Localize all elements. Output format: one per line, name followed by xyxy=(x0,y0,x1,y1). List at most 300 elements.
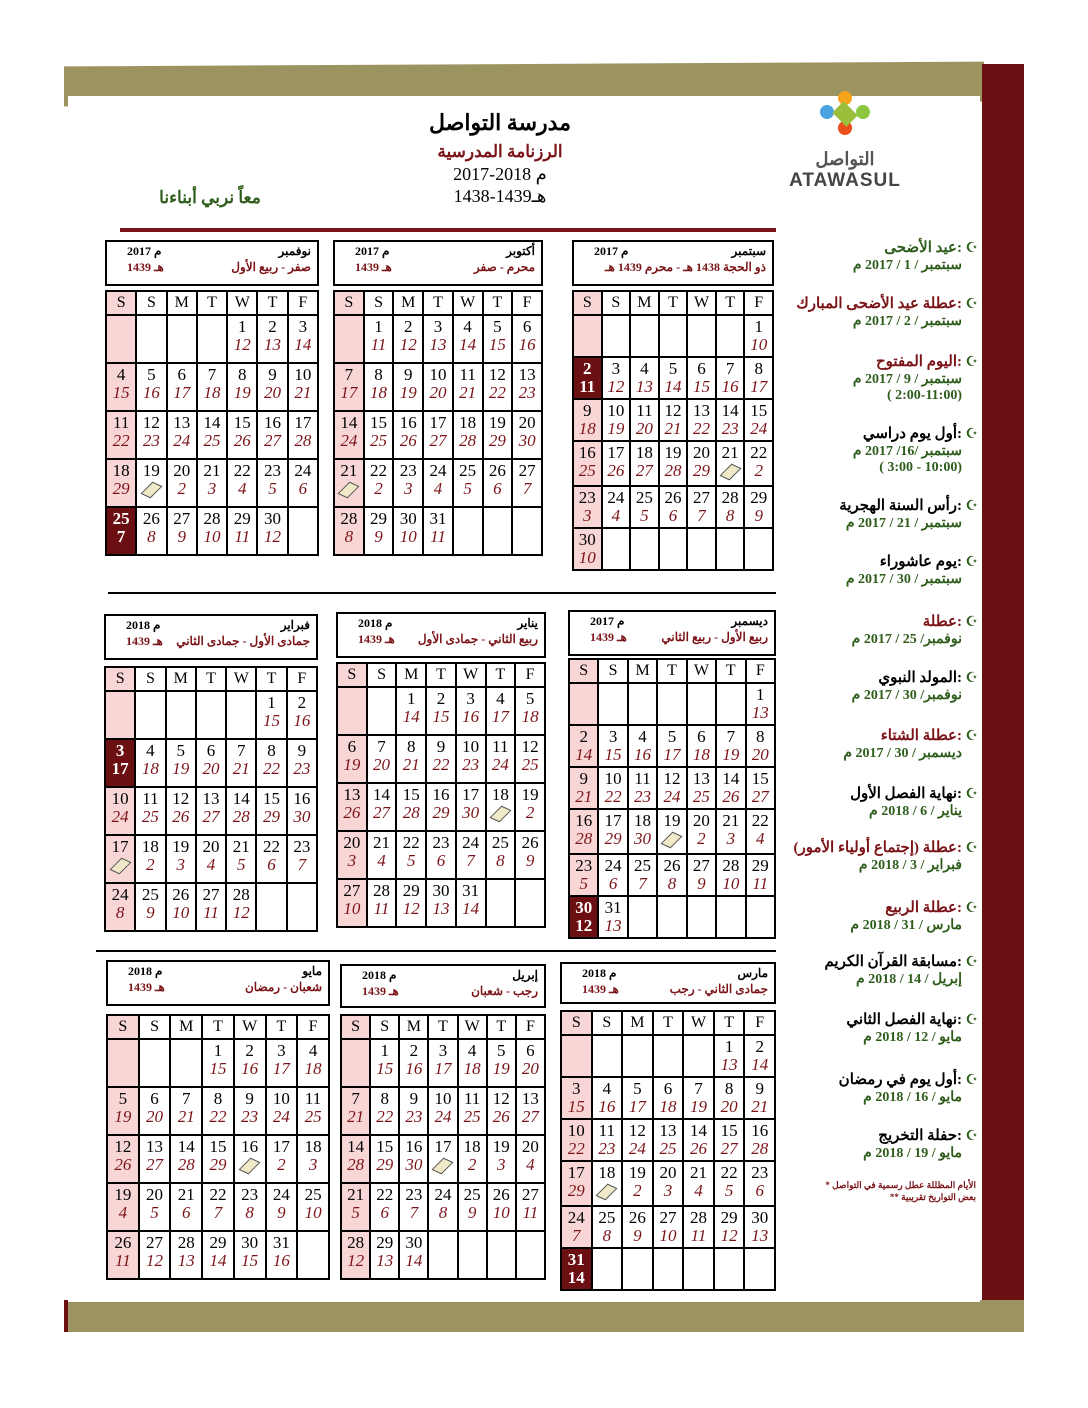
hijri-day: 21 xyxy=(232,759,250,778)
gregorian-day: 20 xyxy=(659,1163,677,1182)
gregorian-day: 27 xyxy=(659,1208,677,1227)
event-date: سبتمبر / 2 / 2017 م xyxy=(852,314,962,329)
month-year-greg: 2018 م xyxy=(126,618,161,632)
gregorian-day: 11 xyxy=(304,1089,322,1108)
hijri-day: 16 xyxy=(462,707,480,726)
gregorian-day: 16 xyxy=(293,789,311,808)
gregorian-day: 23 xyxy=(405,1185,423,1204)
month-grid xyxy=(104,666,318,932)
day-cell xyxy=(598,683,627,725)
hijri-day: 22 xyxy=(488,383,506,402)
gregorian-day: 28 xyxy=(373,881,391,900)
hijri-day: 18 xyxy=(463,1059,481,1078)
hijri-day: 21 xyxy=(177,1107,195,1126)
hijri-day: 7 xyxy=(697,506,706,525)
day-cell xyxy=(598,809,627,854)
hijri-day: 26 xyxy=(172,807,190,826)
day-cell xyxy=(226,835,256,883)
hijri-day: 25 xyxy=(203,431,221,450)
hijri-day: 30 xyxy=(634,829,652,848)
hijri-day: 8 xyxy=(344,527,354,546)
day-cell xyxy=(257,459,287,507)
day-cell xyxy=(483,315,513,363)
hijri-day: 17 xyxy=(628,1097,646,1116)
gregorian-day: 17 xyxy=(462,785,480,804)
day-cell xyxy=(486,687,516,735)
day-cell xyxy=(716,399,745,441)
gregorian-day: 6 xyxy=(150,1089,159,1108)
event-title: مسابقة القرآن الكريم: xyxy=(824,954,962,970)
hijri-day: 14 xyxy=(209,1251,227,1270)
day-cell xyxy=(370,1087,399,1135)
hijri-day: 16 xyxy=(634,745,652,764)
gregorian-day: 12 xyxy=(664,401,682,420)
weekday-label: F xyxy=(515,663,545,687)
hijri-day: 12 xyxy=(233,335,251,354)
hijri-day: 9 xyxy=(374,527,383,546)
day-cell xyxy=(297,1039,329,1087)
day-cell xyxy=(561,1161,592,1206)
hijri-day: 4 xyxy=(377,851,386,870)
hijri-day: 28 xyxy=(664,461,682,480)
gregorian-day: 21 xyxy=(232,837,250,856)
day-cell xyxy=(512,507,542,555)
gregorian-day: 22 xyxy=(376,1185,394,1204)
weekday-label: S xyxy=(561,1011,592,1035)
gregorian-day: 10 xyxy=(462,737,480,756)
month-year-greg: 2018 م xyxy=(362,968,397,982)
day-cell xyxy=(714,1035,745,1077)
event-title: عطلة الربيع: xyxy=(885,900,962,916)
day-cell xyxy=(426,879,456,927)
gregorian-day: 29 xyxy=(750,488,768,507)
hijri-day: 3 xyxy=(308,1155,318,1174)
day-cell xyxy=(105,835,135,883)
day-cell xyxy=(630,441,659,486)
gregorian-day: 18 xyxy=(141,837,159,856)
gregorian-day: 26 xyxy=(488,461,506,480)
hijri-day: 17 xyxy=(340,383,358,402)
gregorian-day: 29 xyxy=(376,1233,394,1252)
gregorian-day: 19 xyxy=(114,1185,132,1204)
day-cell xyxy=(136,363,166,411)
gregorian-day: 23 xyxy=(264,461,282,480)
event-item xyxy=(793,838,962,874)
hijri-day: 7 xyxy=(466,851,475,870)
event-date: سبتمبر / 21 / 2017 م xyxy=(845,516,962,531)
day-cell xyxy=(453,363,483,411)
day-cell xyxy=(483,459,513,507)
gregorian-day: 29 xyxy=(751,856,769,875)
gregorian-day: 14 xyxy=(721,401,739,420)
gregorian-day: 1 xyxy=(238,317,247,336)
day-cell xyxy=(106,459,136,507)
gregorian-day: 7 xyxy=(725,359,735,378)
weekday-label: T xyxy=(483,291,513,315)
gregorian-day: 4 xyxy=(496,689,505,708)
weekday-label: M xyxy=(622,1011,653,1035)
day-cell xyxy=(628,896,657,938)
day-cell xyxy=(423,411,453,459)
hijri-day: 15 xyxy=(604,745,622,764)
gregorian-day: 23 xyxy=(241,1185,259,1204)
day-cell xyxy=(487,1135,516,1183)
hijri-day: 5 xyxy=(237,855,246,874)
day-cell xyxy=(106,363,136,411)
weekday-label: F xyxy=(746,659,775,683)
event-title: المولد النبوي: xyxy=(878,670,962,686)
hijri-day: 8 xyxy=(496,851,505,870)
day-cell xyxy=(166,835,196,883)
hijri-day: 15 xyxy=(263,711,281,730)
hijri-day: 20 xyxy=(751,745,769,764)
month-hijri: ربيع الأول - ربيع الثاني xyxy=(661,630,768,644)
day-cell xyxy=(393,411,423,459)
day-cell xyxy=(630,528,659,570)
gregorian-day: 15 xyxy=(402,785,420,804)
gregorian-day: 15 xyxy=(720,1121,738,1140)
day-cell xyxy=(746,809,775,854)
gregorian-day: 2 xyxy=(409,1041,419,1060)
hijri-day: 24 xyxy=(628,1139,646,1158)
event-bullet-icon: ☪ xyxy=(965,901,978,916)
weekday-label: T xyxy=(197,291,227,315)
gregorian-day: 14 xyxy=(177,1137,195,1156)
gregorian-day: 10 xyxy=(111,789,129,808)
hijri-day: 4 xyxy=(694,1181,703,1200)
hijri-day: 29 xyxy=(263,807,281,826)
weekday-label: S xyxy=(105,667,135,691)
weekday-label: M xyxy=(393,291,423,315)
day-cell xyxy=(105,691,135,739)
month-year-hijri: 1439 هـ xyxy=(126,634,163,648)
day-cell xyxy=(266,1231,298,1279)
day-cell xyxy=(573,357,602,399)
hijri-day: 8 xyxy=(725,506,735,525)
day-cell xyxy=(746,683,775,725)
weekday-label: T xyxy=(487,1015,516,1039)
atawasul-logo xyxy=(785,88,905,191)
weekday-label: S xyxy=(135,667,165,691)
year-hijri: 1438-1439هـ xyxy=(453,186,547,206)
gregorian-day: 10 xyxy=(607,401,625,420)
day-cell xyxy=(106,411,136,459)
gregorian-day: 19 xyxy=(492,1137,510,1156)
day-cell xyxy=(423,363,453,411)
day-cell xyxy=(399,1087,428,1135)
weekday-label: F xyxy=(297,1015,329,1039)
day-cell xyxy=(683,1248,714,1290)
gregorian-day: 11 xyxy=(112,413,130,432)
gregorian-day: 30 xyxy=(241,1233,259,1252)
month-grid xyxy=(340,1014,546,1280)
hijri-day: 16 xyxy=(518,335,536,354)
day-cell xyxy=(657,854,686,896)
hijri-day: 7 xyxy=(638,874,647,893)
day-cell xyxy=(659,528,688,570)
hijri-day: 6 xyxy=(608,874,618,893)
day-cell xyxy=(341,1135,370,1183)
hijri-day: 3 xyxy=(583,506,592,525)
gregorian-day: 25 xyxy=(463,1185,481,1204)
day-cell xyxy=(458,1183,487,1231)
weekday-label: W xyxy=(453,291,483,315)
gregorian-day: 4 xyxy=(638,727,647,746)
hijri-day: 25 xyxy=(692,787,710,806)
hijri-day: 12 xyxy=(146,1251,164,1270)
day-cell xyxy=(287,835,317,883)
hijri-day: 13 xyxy=(635,377,653,396)
day-cell xyxy=(170,1231,202,1279)
hijri-day: 9 xyxy=(525,851,535,870)
day-cell xyxy=(573,315,602,357)
day-cell xyxy=(170,1183,202,1231)
month-hijri: شعبان - رمضان xyxy=(244,980,322,994)
weekday-label: S xyxy=(337,663,367,687)
day-cell xyxy=(202,1039,234,1087)
gregorian-day: 19 xyxy=(663,811,681,830)
month-name: يناير xyxy=(517,616,538,630)
gregorian-day: 9 xyxy=(755,1079,764,1098)
footnote: ** بعض التواريخ تقريبية xyxy=(889,1192,976,1202)
day-cell xyxy=(687,315,716,357)
weekday-label: S xyxy=(569,659,598,683)
weekday-label: T xyxy=(423,291,453,315)
day-cell xyxy=(426,831,456,879)
gregorian-day: 19 xyxy=(521,785,539,804)
event-date: سبتمبر / 30 / 2017 م xyxy=(845,572,962,587)
day-cell xyxy=(106,507,136,555)
hijri-day: 27 xyxy=(373,803,391,822)
hijri-day: 9 xyxy=(177,527,186,546)
event-title: عيد الأضحى: xyxy=(884,240,962,256)
hijri-day: 15 xyxy=(209,1059,227,1078)
hijri-day: 7 xyxy=(572,1226,581,1245)
hijri-day: 15 xyxy=(567,1097,585,1116)
hijri-day: 18 xyxy=(659,1097,677,1116)
day-cell xyxy=(744,1077,775,1119)
day-cell xyxy=(288,315,318,363)
weekday-label: M xyxy=(170,1015,202,1039)
day-cell xyxy=(744,357,773,399)
day-cell xyxy=(458,1231,487,1279)
new-month-diamond-icon xyxy=(596,1184,618,1201)
gregorian-day: 13 xyxy=(146,1137,164,1156)
gregorian-day: 2 xyxy=(404,317,413,336)
day-cell xyxy=(687,441,716,486)
day-cell xyxy=(196,883,226,931)
gregorian-day: 28 xyxy=(340,509,358,528)
day-cell xyxy=(170,1039,202,1087)
gregorian-day: 20 xyxy=(202,837,220,856)
hijri-day: 20 xyxy=(373,755,391,774)
day-cell xyxy=(227,363,257,411)
day-cell xyxy=(364,411,394,459)
gregorian-day: 24 xyxy=(111,885,129,904)
event-date: سبتمبر / 1 / 2017 م xyxy=(852,258,962,273)
gregorian-day: 5 xyxy=(497,1041,506,1060)
gregorian-day: 26 xyxy=(114,1233,132,1252)
gregorian-day: 3 xyxy=(433,317,443,336)
gregorian-day: 15 xyxy=(370,413,388,432)
hijri-day: 15 xyxy=(376,1059,394,1078)
weekday-label: S xyxy=(370,1015,399,1039)
day-cell xyxy=(598,767,627,809)
gregorian-day: 21 xyxy=(203,461,221,480)
weekday-label: F xyxy=(744,1011,775,1035)
hijri-day: 10 xyxy=(722,874,740,893)
gregorian-day: 30 xyxy=(575,898,593,917)
hijri-day: 18 xyxy=(203,383,221,402)
day-cell xyxy=(687,357,716,399)
gregorian-day: 12 xyxy=(628,1121,646,1140)
hijri-day: 8 xyxy=(667,874,677,893)
new-month-diamond-icon xyxy=(109,858,131,875)
day-cell xyxy=(569,854,598,896)
gregorian-day: 28 xyxy=(232,885,250,904)
gregorian-day: 13 xyxy=(693,401,711,420)
day-cell xyxy=(592,1248,623,1290)
hijri-day: 3 xyxy=(347,851,357,870)
day-cell xyxy=(687,809,716,854)
gregorian-day: 27 xyxy=(692,856,710,875)
day-cell xyxy=(337,879,367,927)
day-cell xyxy=(659,357,688,399)
gregorian-day: 24 xyxy=(462,833,480,852)
day-cell xyxy=(516,1039,545,1087)
gregorian-day: 29 xyxy=(720,1208,738,1227)
day-cell xyxy=(628,854,657,896)
gregorian-day: 30 xyxy=(432,881,450,900)
day-cell xyxy=(592,1206,623,1248)
event-bullet-icon: ☪ xyxy=(965,729,978,744)
event-bullet-icon: ☪ xyxy=(965,355,978,370)
hijri-day: 29 xyxy=(112,479,130,498)
day-cell xyxy=(297,1087,329,1135)
hijri-day: 19 xyxy=(114,1107,132,1126)
hijri-day: 22 xyxy=(432,755,450,774)
gregorian-day: 16 xyxy=(399,413,417,432)
hijri-day: 22 xyxy=(112,431,130,450)
day-cell xyxy=(202,1183,234,1231)
month-hijri: صفر - ربيع الأول xyxy=(231,260,311,274)
new-month-diamond-icon xyxy=(239,1158,261,1175)
hijri-day: 16 xyxy=(142,383,160,402)
day-cell xyxy=(135,739,165,787)
event-date: ديسمبر / 30 / 2017 م xyxy=(843,746,962,761)
day-cell xyxy=(486,735,516,783)
gregorian-day: 25 xyxy=(141,885,159,904)
gregorian-day: 5 xyxy=(493,317,502,336)
day-cell xyxy=(234,1183,266,1231)
hijri-day: 4 xyxy=(611,506,621,525)
day-cell xyxy=(515,687,545,735)
day-cell xyxy=(135,835,165,883)
day-cell xyxy=(107,1231,139,1279)
gregorian-day: 4 xyxy=(640,359,649,378)
gregorian-day: 1 xyxy=(380,1041,389,1060)
day-cell xyxy=(744,1248,775,1290)
hijri-day: 13 xyxy=(264,335,282,354)
year-gregorian: 2017-2018 م xyxy=(453,164,547,184)
day-cell xyxy=(334,315,364,363)
hijri-day: 4 xyxy=(206,855,216,874)
event-item xyxy=(850,898,962,934)
hijri-day: 2 xyxy=(177,479,186,498)
day-cell xyxy=(367,783,397,831)
hijri-day: 22 xyxy=(376,1107,394,1126)
gregorian-day: 28 xyxy=(203,509,221,528)
gregorian-day: 14 xyxy=(722,769,740,788)
hijri-day: 25 xyxy=(659,1139,677,1158)
hijri-day: 7 xyxy=(213,1203,223,1222)
day-cell xyxy=(683,1161,714,1206)
gregorian-day: 4 xyxy=(602,1079,612,1098)
day-cell xyxy=(139,1183,171,1231)
hijri-day: 15 xyxy=(693,377,711,396)
hijri-day: 5 xyxy=(407,851,416,870)
event-title: أول يوم في رمضان: xyxy=(838,1072,962,1088)
day-cell xyxy=(453,411,483,459)
day-cell xyxy=(659,441,688,486)
hijri-day: 6 xyxy=(182,1203,191,1222)
gregorian-day: 4 xyxy=(467,1041,477,1060)
month-grid xyxy=(106,1014,330,1280)
gregorian-day: 11 xyxy=(634,769,651,788)
hijri-day: 20 xyxy=(264,383,282,402)
day-cell xyxy=(234,1231,266,1279)
day-cell xyxy=(487,1039,516,1087)
day-cell xyxy=(166,739,196,787)
day-cell xyxy=(396,783,426,831)
hijri-day: 29 xyxy=(693,461,711,480)
weekday-label: T xyxy=(196,667,226,691)
gregorian-day: 11 xyxy=(463,1089,481,1108)
gregorian-day: 17 xyxy=(604,811,622,830)
day-cell xyxy=(107,1039,139,1087)
hijri-day: 4 xyxy=(118,1203,128,1222)
weekday-label: T xyxy=(714,1011,745,1035)
gregorian-day: 23 xyxy=(575,856,593,875)
day-cell xyxy=(256,787,286,835)
hijri-day: 26 xyxy=(233,431,251,450)
gregorian-day: 2 xyxy=(755,1037,764,1056)
day-cell xyxy=(630,357,659,399)
gregorian-day: 20 xyxy=(173,461,191,480)
separator-2 xyxy=(96,950,776,952)
hijri-day: 26 xyxy=(722,787,740,806)
hijri-day: 13 xyxy=(432,899,450,918)
hijri-day: 9 xyxy=(697,874,706,893)
day-cell xyxy=(716,896,745,938)
gregorian-day: 9 xyxy=(245,1089,254,1108)
day-cell xyxy=(334,507,364,555)
day-cell xyxy=(487,1087,516,1135)
event-title: نهاية الفصل الثاني: xyxy=(846,1012,962,1028)
day-cell xyxy=(622,1035,653,1077)
event-item xyxy=(843,726,962,762)
day-cell xyxy=(167,363,197,411)
day-cell xyxy=(592,1161,623,1206)
day-cell xyxy=(458,1135,487,1183)
hijri-day: 4 xyxy=(526,1155,535,1174)
hijri-day: 17 xyxy=(434,1059,452,1078)
event-date: مايو / 16 / 2018 م xyxy=(863,1090,962,1105)
gregorian-day: 8 xyxy=(380,1089,389,1108)
gregorian-day: 29 xyxy=(370,509,388,528)
month-hijri: ذو الحجة 1438 هـ - محرم 1439 هـ xyxy=(605,260,766,274)
day-cell xyxy=(573,441,602,486)
